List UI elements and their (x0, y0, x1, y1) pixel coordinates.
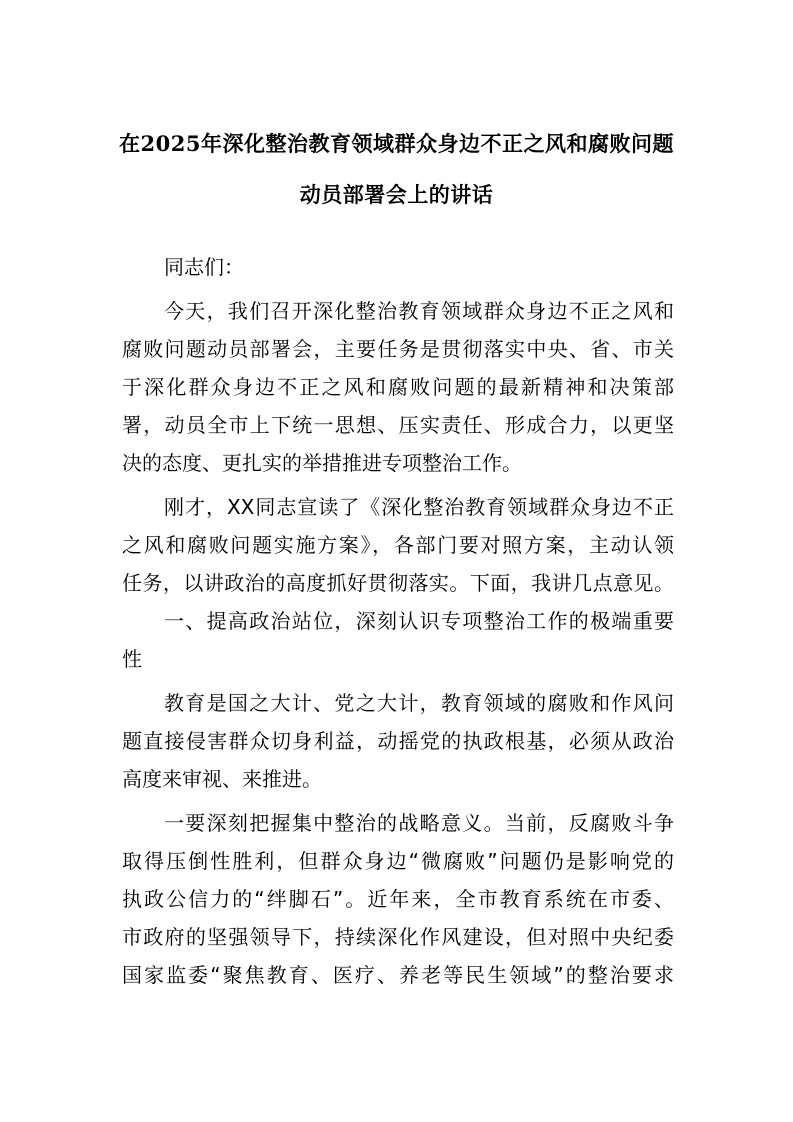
document-title-line-2: 动员部署会上的讲话 (299, 182, 494, 207)
paragraph-3-line-1: 教育是国之大计、党之大计，教育领域的腐败和作风问 (164, 691, 674, 715)
document-body (122, 248, 674, 1028)
paragraph-2-line-2: 之风和腐败问题实施方案》，各部门要对照方案，主动认领 (122, 533, 674, 557)
section-heading-1-line-1: 一、提高政治站位，深刻认识专项整治工作的极端重要 (164, 609, 674, 633)
paragraph-2-line-1: 刚才，XX同志宣读了《深化整治教育领域群众身边不正 (164, 495, 674, 519)
salutation: 同志们： (164, 255, 244, 279)
paragraph-1-line-1: 今天，我们召开深化整治教育领域群众身边不正之风和 (164, 299, 674, 323)
paragraph-4-line-2: 取得压倒性胜利，但群众身边“微腐败”问题仍是影响党的 (122, 849, 674, 873)
paragraph-4-line-1: 一要深刻把握集中整治的战略意义。当前，反腐败斗争 (164, 811, 674, 835)
paragraph-4-line-4: 市政府的坚强领导下，持续深化作风建设，但对照中央纪委 (122, 925, 674, 949)
paragraph-2-line-3: 任务，以讲政治的高度抓好贯彻落实。下面，我讲几点意见。 (122, 571, 674, 595)
paragraph-1-line-5: 决的态度、更扎实的举措推进专项整治工作。 (122, 451, 522, 475)
paragraph-3-line-2: 题直接侵害群众切身利益，动摇党的执政根基，必须从政治 (122, 729, 674, 753)
document-title-line-1: 在2025年深化整治教育领域群众身边不正之风和腐败问题 (119, 131, 674, 156)
paragraph-4-line-5: 国家监委“聚焦教育、医疗、养老等民生领域”的整治要求 (122, 963, 674, 987)
paragraph-1-line-4: 署，动员全市上下统一思想、压实责任、形成合力，以更坚 (122, 413, 674, 437)
section-heading-1-line-2: 性 (122, 647, 142, 671)
paragraph-3-line-3: 高度来审视、来推进。 (122, 767, 322, 791)
paragraph-1-line-3: 于深化群众身边不正之风和腐败问题的最新精神和决策部 (122, 375, 674, 399)
paragraph-4-line-3: 执政公信力的“绊脚石”。近年来，全市教育系统在市委、 (122, 887, 674, 911)
paragraph-1-line-2: 腐败问题动员部署会，主要任务是贯彻落实中央、省、市关 (122, 337, 674, 361)
